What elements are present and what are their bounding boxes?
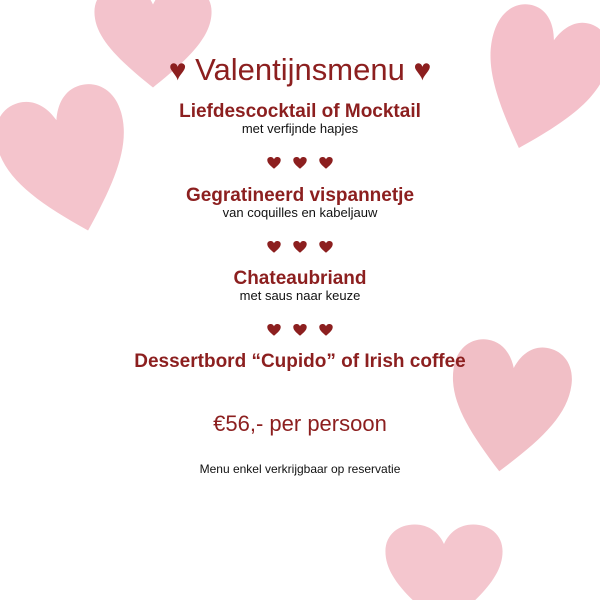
course-description: van coquilles en kabeljauw (222, 205, 378, 220)
course-name: Dessertbord “Cupido” of Irish coffee (134, 351, 466, 372)
course-name: Gegratineerd vispannetje (185, 185, 415, 206)
heart-icon (267, 156, 281, 170)
heart-icon (293, 156, 307, 170)
course-description: met verfijnde hapjes (241, 121, 359, 136)
triple-heart-divider-icon (0, 154, 600, 172)
heart-icon: ♥ (413, 54, 432, 87)
heart-icon (267, 323, 281, 337)
heart-icon (293, 323, 307, 337)
menu-title-text: Valentijnsmenu (195, 52, 405, 87)
triple-heart-divider-icon (0, 321, 600, 339)
menu-title (0, 50, 600, 91)
heart-icon: ♥ (168, 54, 187, 87)
heart-icon (319, 156, 333, 170)
price: €56,- per persoon (213, 411, 387, 436)
heart-icon (319, 240, 333, 254)
course-name: Chateaubriand (233, 268, 367, 289)
course-name: Liefdescocktail of Mocktail (179, 101, 421, 122)
course-description: met saus naar keuze (239, 288, 361, 303)
triple-heart-divider-icon (0, 238, 600, 256)
reservation-note: Menu enkel verkrijgbaar op reservatie (199, 462, 401, 476)
heart-icon (319, 323, 333, 337)
heart-icon (293, 240, 307, 254)
heart-icon (267, 240, 281, 254)
heart-icon (383, 522, 505, 600)
